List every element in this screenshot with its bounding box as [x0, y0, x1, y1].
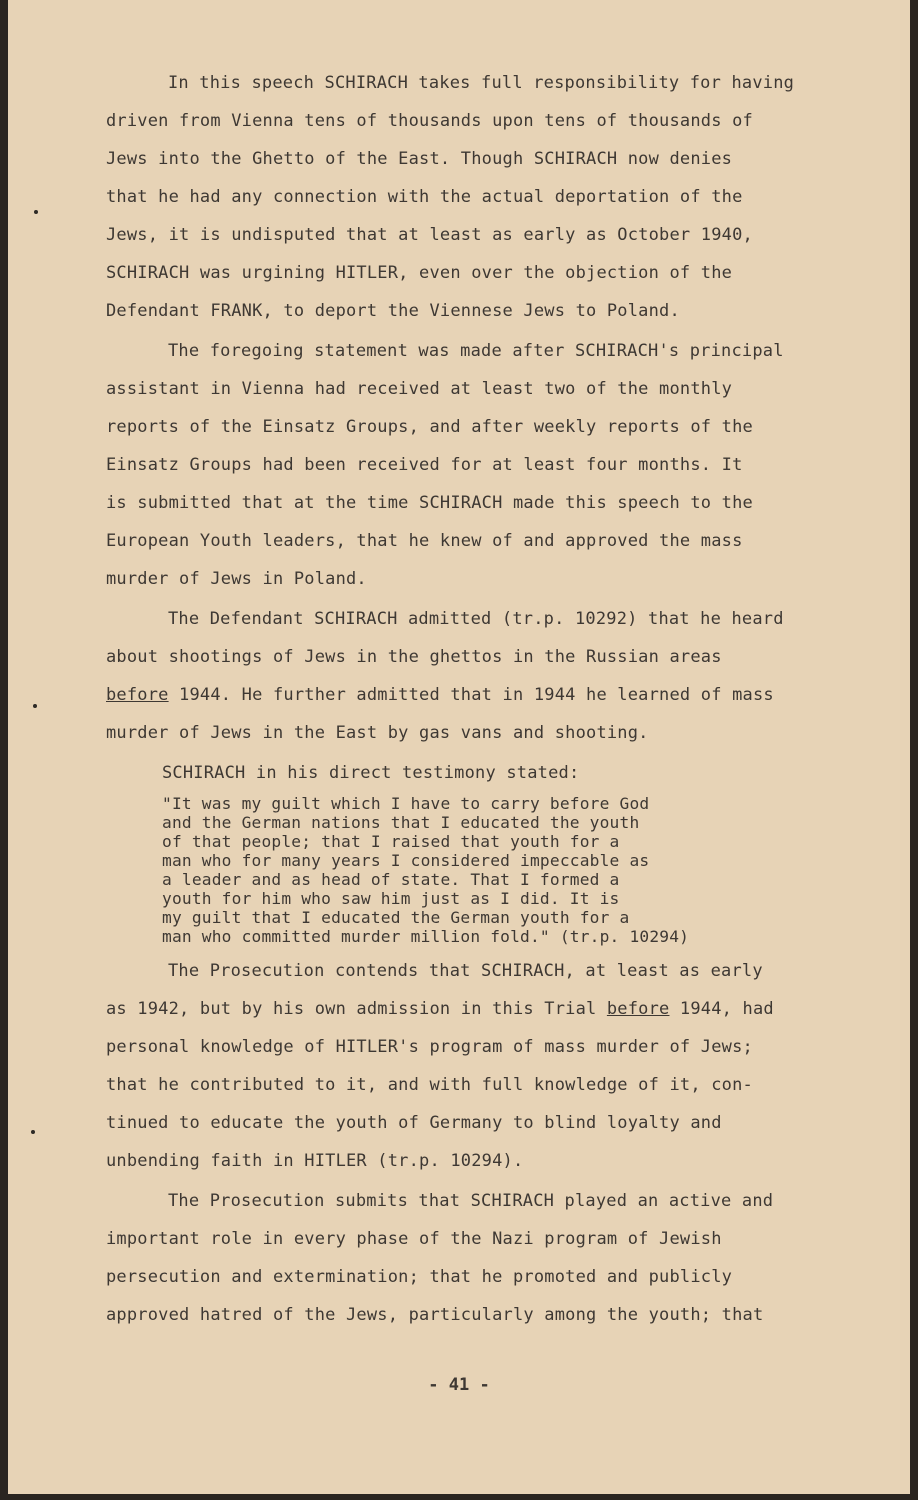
paragraph-2 [106, 332, 866, 598]
quote-line: a leader and as head of state. That I formed a [162, 870, 620, 889]
text-line: Jews, it is undisputed that at least as early as October 1940, [106, 225, 753, 245]
text-line: SCHIRACH was urgining HITLER, even over the objection of the [106, 263, 733, 283]
text-line: reports of the Einsatz Groups, and after weekly reports of the [106, 417, 753, 437]
underlined-word: before [106, 685, 169, 705]
text-line: assistant in Vienna had received at least two of the monthly [106, 379, 733, 399]
text-line: The foregoing statement was made after SCHIRACH's principal [168, 341, 784, 361]
punch-mark [31, 1130, 35, 1134]
text-line: driven from Vienna tens of thousands upon tens of thousands of [106, 111, 753, 131]
text-line: Einsatz Groups had been received for at least four months. It [106, 455, 743, 475]
text-line: about shootings of Jews in the ghettos in the Russian areas [106, 647, 722, 667]
punch-mark [34, 210, 38, 214]
quote-line: man who for many years I considered impeccable as [162, 851, 650, 870]
quote-line: "It was my guilt which I have to carry before God [162, 794, 650, 813]
quote-line: man who committed murder million fold." (tr.p. 10294) [162, 927, 690, 946]
paragraph-4 [106, 952, 866, 1180]
text-line: important role in every phase of the Nazi program of Jewish [106, 1229, 722, 1249]
body-text [106, 64, 866, 1336]
text-line: The Prosecution submits that SCHIRACH played an active and [168, 1191, 774, 1211]
text-line: that he contributed to it, and with full knowledge of it, con- [106, 1075, 753, 1095]
text-line: The Defendant SCHIRACH admitted (tr.p. 10292) that he heard [168, 609, 784, 629]
text-line: Defendant FRANK, to deport the Viennese Jews to Poland. [106, 301, 680, 321]
text-line: murder of Jews in the East by gas vans and shooting. [106, 723, 649, 743]
scan-left-edge [0, 0, 8, 1500]
text-line: tinued to educate the youth of Germany to blind loyalty and [106, 1113, 722, 1133]
text-line: In this speech SCHIRACH takes full responsibility for having [168, 73, 795, 93]
quote-introduction: SCHIRACH in his direct testimony stated: [162, 763, 580, 783]
line-remainder: 1944. He further admitted that in 1944 he learned of mass [168, 685, 774, 705]
text-line: European Youth leaders, that he knew of and approved the mass [106, 531, 743, 551]
punch-mark [33, 704, 37, 708]
text-line: personal knowledge of HITLER's program of mass murder of Jews; [106, 1037, 753, 1057]
quote-line: of that people; that I raised that youth for a [162, 832, 620, 851]
text-line: murder of Jews in Poland. [106, 569, 367, 589]
text-line: that he had any connection with the actual deportation of the [106, 187, 743, 207]
text-line: approved hatred of the Jews, particularly among the youth; that [106, 1305, 764, 1325]
text-line: persecution and extermination; that he promoted and publicly [106, 1267, 733, 1287]
quote-line: youth for him who saw him just as I did. It is [162, 889, 620, 908]
line-segment: 1944, had [669, 999, 774, 1019]
underlined-word: before [606, 999, 670, 1019]
quote-line: my guilt that I educated the German youth for a [162, 908, 630, 927]
text-line: is submitted that at the time SCHIRACH made this speech to the [106, 493, 753, 513]
paragraph-1 [106, 64, 866, 330]
text-line: Jews into the Ghetto of the East. Though SCHIRACH now denies [106, 149, 733, 169]
text-line: The Prosecution contends that SCHIRACH, at least as early [168, 961, 763, 981]
text-line: unbending faith in HITLER (tr.p. 10294). [106, 1151, 524, 1171]
line-segment: as 1942, but by his own admission in this Trial [106, 999, 607, 1019]
paragraph-3 [106, 600, 866, 752]
paragraph-5 [106, 1182, 866, 1334]
text-line-with-underline [106, 676, 866, 714]
text-line-with-underline [106, 990, 866, 1028]
scan-right-edge [910, 0, 918, 1500]
scan-bottom-edge [0, 1494, 918, 1500]
block-quote [162, 794, 866, 946]
page-number: - 41 - [428, 1375, 490, 1395]
quote-line: and the German nations that I educated the youth [162, 813, 640, 832]
